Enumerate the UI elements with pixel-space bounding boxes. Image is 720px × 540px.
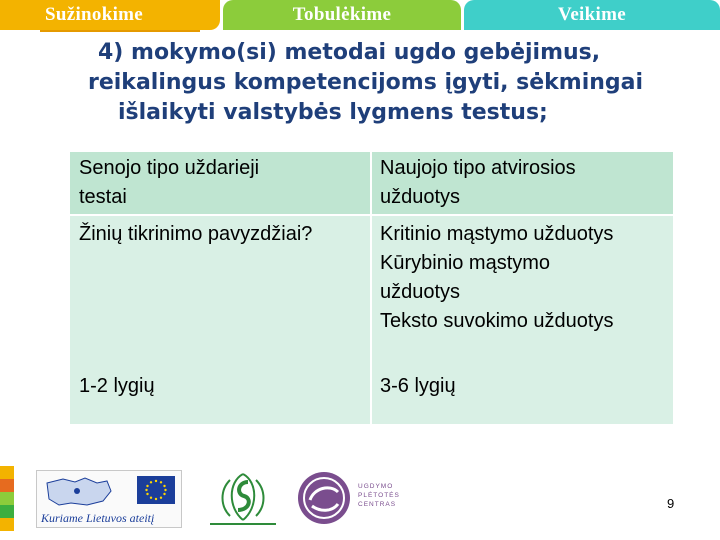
heading-line-3: išlaikyti valstybės lygmens testus; <box>118 100 548 125</box>
tab-label: Veikime <box>558 4 626 25</box>
cell-text: Žinių tikrinimo pavyzdžiai? <box>79 223 313 245</box>
tab-suzinokime[interactable] <box>0 0 220 30</box>
upc-text-line: UGDYMO <box>358 483 394 490</box>
header-cell-old-tests <box>70 152 370 214</box>
eu-funds-logo <box>36 470 182 528</box>
header-text: Naujojo tipo atvirosios <box>380 157 576 179</box>
eu-flag-icon <box>137 476 175 504</box>
column-divider <box>370 152 372 424</box>
cell-text: 1-2 lygių <box>79 375 155 397</box>
tab-label: Tobulėkime <box>292 4 392 25</box>
header-text: Senojo tipo uždarieji <box>79 157 260 179</box>
upc-text-line: PLĖTOTĖS <box>358 492 400 499</box>
header-cell-new-tasks <box>372 152 673 214</box>
slide-heading <box>80 38 690 128</box>
heading-line-1: 4) mokymo(si) metodai ugdo gebėjimus, <box>98 40 601 65</box>
cell-text: užduotys <box>380 281 461 303</box>
top-tab-bar <box>0 0 720 32</box>
ugdymo-pletotes-centras-logo <box>296 470 408 526</box>
page-number: 9 <box>667 496 675 511</box>
cell-text: Kritinio mąstymo užduotys <box>380 223 614 245</box>
upc-text <box>358 482 400 509</box>
eu-logo-slogan: Kuriame Lietuvos ateitį <box>41 511 155 525</box>
tab-label: Sužinokime <box>44 4 144 25</box>
table-cell <box>70 358 370 424</box>
table-cell <box>372 358 673 424</box>
header-text: užduotys <box>380 186 461 208</box>
table-cell <box>70 216 370 356</box>
tab-veikime[interactable] <box>464 0 720 30</box>
cell-text: Teksto suvokimo užduotys <box>380 310 614 332</box>
cell-text: 3-6 lygių <box>380 375 456 397</box>
tab-tobulekime[interactable] <box>223 0 461 30</box>
lithuania-map-icon <box>41 475 115 509</box>
upc-emblem-icon <box>296 470 352 526</box>
school-leaf-logo <box>204 468 282 528</box>
row-divider <box>70 214 673 216</box>
cell-text: Kūrybinio mąstymo <box>380 252 551 274</box>
color-strip <box>0 466 14 532</box>
upc-text-line: CENTRAS <box>358 501 397 508</box>
heading-line-2: reikalingus kompetencijoms įgyti, sėkmingai <box>88 70 644 95</box>
tab-underline <box>40 30 200 32</box>
header-text: testai <box>79 186 127 208</box>
table-cell <box>372 216 673 356</box>
comparison-table <box>70 152 673 424</box>
